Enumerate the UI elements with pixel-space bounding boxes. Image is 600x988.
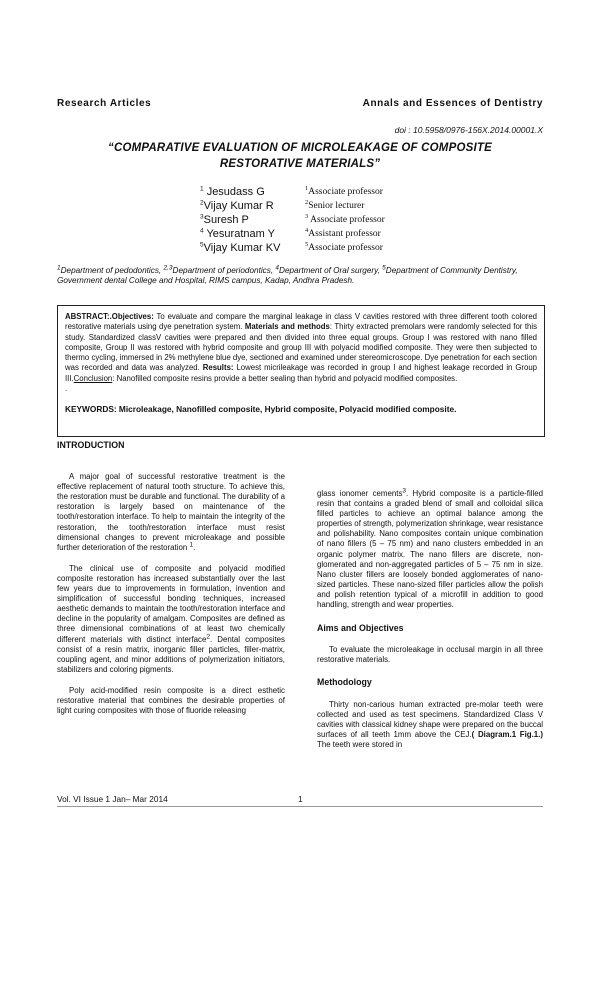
journal-section-label: Research Articles bbox=[57, 98, 152, 109]
author: $^4$ Yesuratnam Y bbox=[200, 227, 275, 240]
journal-name: Annals and Essences of Dentistry bbox=[362, 98, 543, 109]
affiliations: $^1$Department of pedodontics, $^{2,3}$Department of periodontics, $^4$Department of Oral surgery, $^5$Department of Community Dentistry, Government dental College and Hospital, RIMS campus, Kadap, Andhra Pradesh. bbox=[57, 264, 518, 285]
section-title-methodology: Methodology bbox=[317, 677, 372, 688]
author-role: $^2$Senior lecturer bbox=[305, 198, 365, 211]
author-roles bbox=[305, 185, 385, 255]
paragraph: Thirty non-carious human extracted pre-molar teeth were collected and used as test specimens. Standardized Class V cavities with classical kidney shape were prepared on the buccal surfaces of all teeth 1mm above the CEJ.( Diagram.1 Fig.1.) The teeth were stored in bbox=[317, 699, 543, 749]
footer-divider bbox=[57, 806, 543, 807]
title-line-2: RESTORATIVE MATERIALS” bbox=[219, 158, 381, 170]
paragraph: glass ionomer cements$^3$. Hybrid composite is a particle-filled resin that contains a graded blend of small and colloidal silica filled particles to achieve an optimal balance among the properties of strength, polymerization shrinkage, wear resistance and polishability. Nano composites contain unique combination of nano fillers (5 – 75 nm) and nano clusters embedded in an organic polymer matrix. The nano fillers are discrete, non-glomerated and non-aggregated particles of 5 – 75 nm in size. Nano cluster fillers are loosely bonded agglomerates of nano-sized particles. These nano-sized filler particles allow the polish and polish retention typical of a microfill in addition to good handling, strength and wear properties. bbox=[317, 487, 543, 610]
doi: doi : 10.5958/0976-156X.2014.00001.X bbox=[394, 125, 543, 135]
keywords: KEYWORDS: Microleakage, Nanofilled composite, Hybrid composite, Polyacid modified composite. bbox=[65, 404, 457, 415]
paragraph: A major goal of successful restorative treatment is the effective replacement of natural tooth structure. To achieve this, the restoration must be durable and functional. The durability of a restoration is largely based on maintenance of the tooth/restoration interface. To help to maintain the integrity of the restoration, the tooth/restoration interface must resist dimensional changes to prevent microleakage and possible further deterioration of the restoration $^1$. bbox=[57, 472, 285, 552]
author-list bbox=[200, 185, 280, 255]
section-title-aims: Aims and Objectives bbox=[317, 623, 404, 634]
author: $^2$Vijay Kumar R bbox=[200, 199, 274, 212]
abstract: ABSTRACT:.Objectives: To evaluate and compare the marginal leakage in class V cavities restored with three different tooth colored restorative materials using dye penetration system. Materials and methods: Thirty extracted premolars were randomly selected for this study. Standardized classV cavities were prepared and then divided into three equal groups. Group I was restored with nano filled composite, Group II was restored with hybrid composite and group III with polyacid modified composite. They were then subjected to thermo cycling, immersed in 2% methylene blue dye, sectioned and examined under stereomicroscope. Dye penetration for each section was recorded and data was analyzed. Results: Lowest micrileakage was recorded in group I and highest leakage recorded in Group III.Conclusion: Nanofilled composite resins provide a better sealing than hybrid and polyacid modified composites. . bbox=[65, 312, 538, 394]
author: $^5$Vijay Kumar KV bbox=[200, 241, 281, 254]
author: $^1$ Jesudass G bbox=[200, 185, 265, 198]
paragraph: To evaluate the microleakage in occlusal margin in all three restorative materials. bbox=[317, 645, 543, 665]
title-line-1: “COMPARATIVE EVALUATION OF MICROLEAKAGE OF COMPOSITE bbox=[108, 142, 492, 154]
left-column bbox=[57, 440, 285, 716]
page-number: 1 bbox=[298, 794, 303, 804]
author-role: $^1$Associate professor bbox=[305, 184, 383, 197]
author-role: $^5$Associate professor bbox=[305, 240, 383, 253]
author: $^3$Suresh P bbox=[200, 213, 249, 226]
section-title-introduction: INTRODUCTION bbox=[57, 440, 125, 450]
paragraph: Poly acid-modified resin composite is a direct esthetic restorative material that combines the desirable properties of light curing composites with those of fluoride releasing bbox=[57, 685, 285, 716]
paragraph: The clinical use of composite and polyacid modified composite restoration has increased substantially over the last few years due to improvements in formulation, invention and simplification of successful bonding techniques, increased aesthetic demands to maintain the tooth/restoration interface and decline in the popularity of amalgam. Composites are defined as three dimensional combinations of at least two chemically different materials with distinct interface$^2$. Dental composites consist of a resin matrix, inorganic filler particles, filler-matrix, coupling agent, and minor additions of polymerization initiators, stabilizers and coloring pigments. bbox=[57, 563, 285, 674]
abstract-box bbox=[57, 305, 545, 437]
author-role: $^4$Assistant professor bbox=[305, 226, 381, 239]
author-role: $^3$ Associate professor bbox=[305, 212, 385, 225]
right-column bbox=[317, 489, 543, 750]
paper-title bbox=[80, 140, 520, 172]
issue-info: Vol. VI Issue 1 Jan– Mar 2014 bbox=[57, 794, 168, 804]
